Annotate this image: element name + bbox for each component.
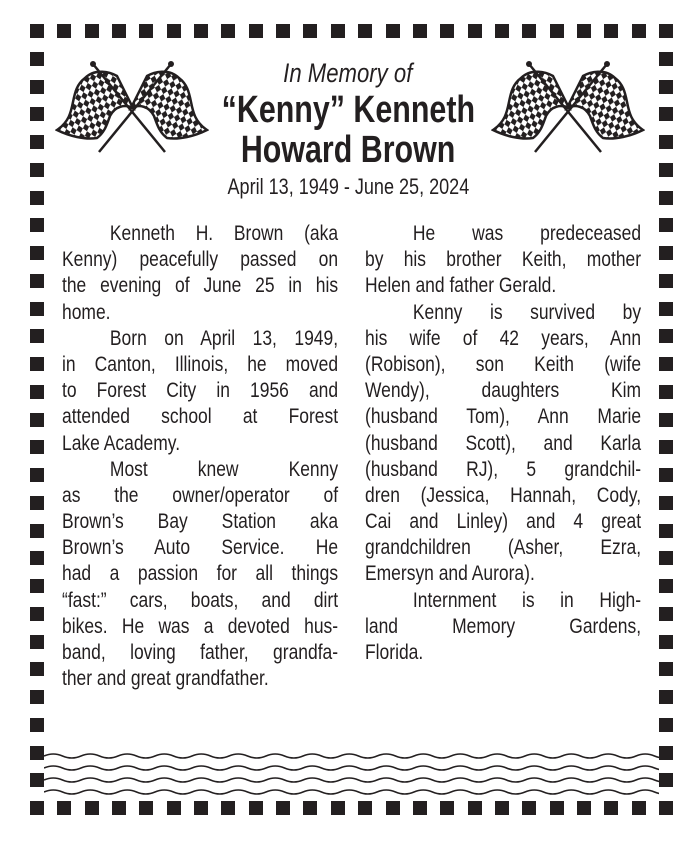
border-square xyxy=(659,440,673,454)
memorial-kicker xyxy=(0,58,696,89)
border-square xyxy=(659,551,673,565)
memorial-dates xyxy=(0,174,696,200)
border-square xyxy=(221,24,235,38)
border-square xyxy=(303,801,317,815)
obituary-line: Born on April 13, 1949, xyxy=(109,325,339,350)
obituary-line: (husband Tom), Ann Marie xyxy=(365,404,642,429)
border-square xyxy=(413,801,427,815)
border-square xyxy=(30,218,44,232)
border-square xyxy=(30,801,44,815)
obituary-line: by his brother Keith, mother xyxy=(365,247,642,272)
border-square xyxy=(30,468,44,482)
obituary-line: Kenneth H. Brown (aka xyxy=(109,221,339,245)
border-square xyxy=(632,24,646,38)
border-square xyxy=(468,801,482,815)
border-square xyxy=(30,607,44,621)
obituary-line: bikes. He was a devoted hus- xyxy=(62,613,339,638)
obituary-line: (husband RJ), 5 grandchil- xyxy=(365,456,642,481)
border-square xyxy=(659,801,673,815)
border-square xyxy=(632,801,646,815)
memorial-name-line-1 xyxy=(0,89,696,132)
border-square xyxy=(30,246,44,260)
obituary-line: Brown’s Auto Service. He xyxy=(62,535,339,560)
border-square xyxy=(30,524,44,538)
border-square xyxy=(112,801,126,815)
border-square xyxy=(30,662,44,676)
obituary-line: Wendy), daughters Kim xyxy=(365,378,642,403)
border-square xyxy=(249,24,263,38)
wavy-lines-decoration xyxy=(44,744,659,800)
border-square xyxy=(413,24,427,38)
border-square xyxy=(30,579,44,593)
obituary-line: land Memory Gardens, xyxy=(365,613,642,638)
border-square xyxy=(440,801,454,815)
border-square xyxy=(604,801,618,815)
obituary-line: dren (Jessica, Hannah, Cody, xyxy=(365,482,642,507)
obituary-line: Helen and father Gerald. xyxy=(365,273,557,298)
name-line-1-text: “Kenny” Kenneth xyxy=(221,89,475,131)
obituary-line: (Robison), son Keith (wife xyxy=(365,351,642,376)
border-square xyxy=(659,746,673,760)
obituary-line: ther and great grandfather. xyxy=(62,666,269,691)
border-square xyxy=(30,357,44,371)
obituary-line: Brown’s Bay Station aka xyxy=(62,509,339,534)
kicker-text: In Memory of xyxy=(283,58,413,88)
border-square xyxy=(659,635,673,649)
dates-text: April 13, 1949 - June 25, 2024 xyxy=(227,174,469,199)
obituary-line: band, loving father, grandfa- xyxy=(62,640,339,664)
border-square xyxy=(194,801,208,815)
obituary-line: had a passion for all things xyxy=(62,561,339,586)
border-square xyxy=(30,274,44,288)
border-square xyxy=(659,468,673,482)
border-square xyxy=(249,801,263,815)
border-square xyxy=(276,801,290,815)
border-square xyxy=(386,24,400,38)
name-line-2-text: Howard Brown xyxy=(240,129,456,171)
border-square xyxy=(440,24,454,38)
border-square xyxy=(30,385,44,399)
obituary-line: grandchildren (Asher, Ezra, xyxy=(365,535,642,560)
wavy-line xyxy=(44,790,659,794)
obituary-line: Kenny is survived by xyxy=(412,299,642,324)
obituary-line: to Forest City in 1956 and xyxy=(62,378,339,403)
border-square xyxy=(468,24,482,38)
border-square xyxy=(30,24,44,38)
border-square xyxy=(659,24,673,38)
border-square xyxy=(659,496,673,510)
border-square xyxy=(139,24,153,38)
border-square xyxy=(358,801,372,815)
wavy-line xyxy=(44,754,659,758)
obituary-line: the evening of June 25 in his xyxy=(62,273,339,298)
obituary-line: Florida. xyxy=(365,640,424,664)
border-square xyxy=(659,607,673,621)
border-square xyxy=(659,218,673,232)
obituary-column-left xyxy=(62,220,338,691)
border-square xyxy=(550,24,564,38)
border-square xyxy=(30,413,44,427)
border-square xyxy=(577,801,591,815)
border-square xyxy=(522,24,536,38)
border-square xyxy=(30,635,44,649)
border-square xyxy=(85,24,99,38)
border-square xyxy=(659,246,673,260)
border-square xyxy=(167,801,181,815)
memorial-name-line-2 xyxy=(0,129,696,172)
border-square xyxy=(221,801,235,815)
border-square xyxy=(30,773,44,787)
border-square xyxy=(495,801,509,815)
obituary-line: Kenny) peacefully passed on xyxy=(62,247,339,272)
border-square xyxy=(139,801,153,815)
obituary-column-right xyxy=(365,220,641,665)
border-square xyxy=(659,385,673,399)
border-square xyxy=(604,24,618,38)
obituary-line: Most knew Kenny xyxy=(109,456,339,481)
border-square xyxy=(30,329,44,343)
obituary-line: Emersyn and Aurora). xyxy=(365,561,535,586)
border-square xyxy=(659,357,673,371)
border-square xyxy=(30,302,44,316)
border-square xyxy=(659,718,673,732)
obituary-line: Cai and Linley) and 4 great xyxy=(365,509,642,534)
border-square xyxy=(57,801,71,815)
border-square xyxy=(659,274,673,288)
border-square xyxy=(659,662,673,676)
obituary-line: Internment is in High- xyxy=(412,587,642,612)
border-square xyxy=(659,524,673,538)
border-square xyxy=(276,24,290,38)
obituary-line: attended school at Forest xyxy=(62,404,339,429)
wavy-line xyxy=(44,778,659,782)
border-square xyxy=(659,579,673,593)
border-square xyxy=(167,24,181,38)
border-square xyxy=(303,24,317,38)
border-square xyxy=(30,440,44,454)
border-square xyxy=(659,302,673,316)
border-square xyxy=(659,329,673,343)
border-square xyxy=(30,496,44,510)
obituary-line: Lake Academy. xyxy=(62,430,181,455)
border-square xyxy=(577,24,591,38)
border-square xyxy=(85,801,99,815)
obituary-line: “fast:” cars, boats, and dirt xyxy=(62,587,339,612)
obituary-line: as the owner/operator of xyxy=(62,482,339,507)
border-square xyxy=(30,690,44,704)
border-square xyxy=(194,24,208,38)
obituary-line: He was predeceased xyxy=(412,221,642,245)
border-square xyxy=(550,801,564,815)
border-square xyxy=(659,773,673,787)
obituary-line: his wife of 42 years, Ann xyxy=(365,325,642,350)
border-square xyxy=(659,413,673,427)
border-square xyxy=(386,801,400,815)
border-square xyxy=(30,718,44,732)
obituary-line: (husband Scott), and Karla xyxy=(365,430,642,455)
wavy-line xyxy=(44,766,659,770)
obituary-line: home. xyxy=(62,299,111,324)
border-square xyxy=(331,24,345,38)
border-square xyxy=(495,24,509,38)
border-square xyxy=(30,746,44,760)
border-square xyxy=(30,551,44,565)
border-square xyxy=(522,801,536,815)
obituary-line: in Canton, Illinois, he moved xyxy=(62,351,339,376)
border-square xyxy=(659,690,673,704)
border-square xyxy=(331,801,345,815)
border-square xyxy=(57,24,71,38)
border-square xyxy=(112,24,126,38)
border-square xyxy=(358,24,372,38)
